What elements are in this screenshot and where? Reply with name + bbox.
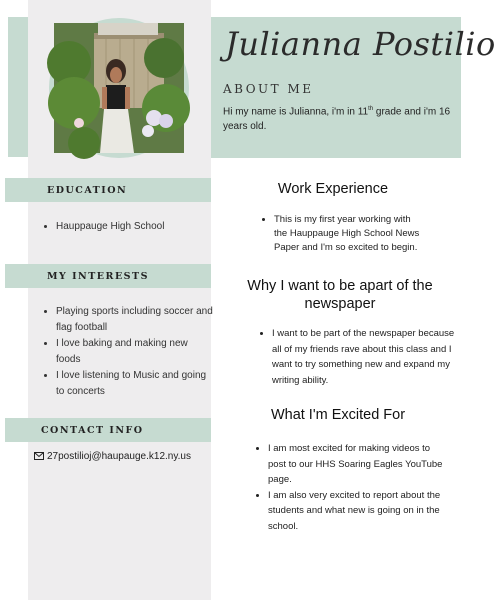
about-text (223, 102, 455, 134)
about-text-part1: Hi my name is Julianna, i'm in 11 (223, 106, 369, 118)
education-title: EDUCATION (47, 185, 128, 196)
profile-name: Julianna Postilio (225, 25, 496, 63)
about-text-part2: grade and i'm 16 years old. (223, 106, 451, 133)
list-item: • I want to be part of the newspaper because all of my friends rave about this class and I want to try something new and expand my writing ability. (272, 326, 457, 388)
interests-list (42, 304, 214, 400)
list-item: • I love baking and making new foods (56, 336, 214, 368)
envelope-icon (34, 452, 44, 460)
excited-title: What I'm Excited For (270, 407, 406, 423)
list-item: • This is my first year working with the Hauppauge High School News Paper and I'm so excited to begin. (274, 213, 424, 255)
why-title: Why I want to be apart of the newspaper (247, 278, 433, 312)
interests-title: MY INTERESTS (47, 271, 149, 282)
list-item: • Playing sports including soccer and flag football (56, 304, 214, 336)
about-title: ABOUT ME (223, 82, 314, 96)
profile-photo (54, 23, 184, 153)
work-title: Work Experience (277, 181, 389, 197)
list-item: • I am most excited for making videos to post to our HHS Soaring Eagles YouTube page. (268, 441, 448, 488)
contact-title: CONTACT INFO (41, 425, 144, 436)
list-item: • Hauppauge High School (56, 219, 216, 235)
why-list (258, 326, 457, 388)
about-text-sup: th (368, 106, 374, 112)
contact-email (34, 451, 191, 462)
profile-photo-illustration (54, 23, 184, 153)
email-text: 27postilioj@haupauge.k12.ny.us (47, 451, 191, 462)
work-list (260, 213, 424, 255)
education-list (42, 219, 216, 235)
accent-bar (8, 17, 28, 157)
list-item: • I am also very excited to report about the students and what new is going on in the school. (268, 488, 448, 535)
excited-list (254, 441, 448, 534)
list-item: • I love listening to Music and going to concerts (56, 368, 214, 400)
